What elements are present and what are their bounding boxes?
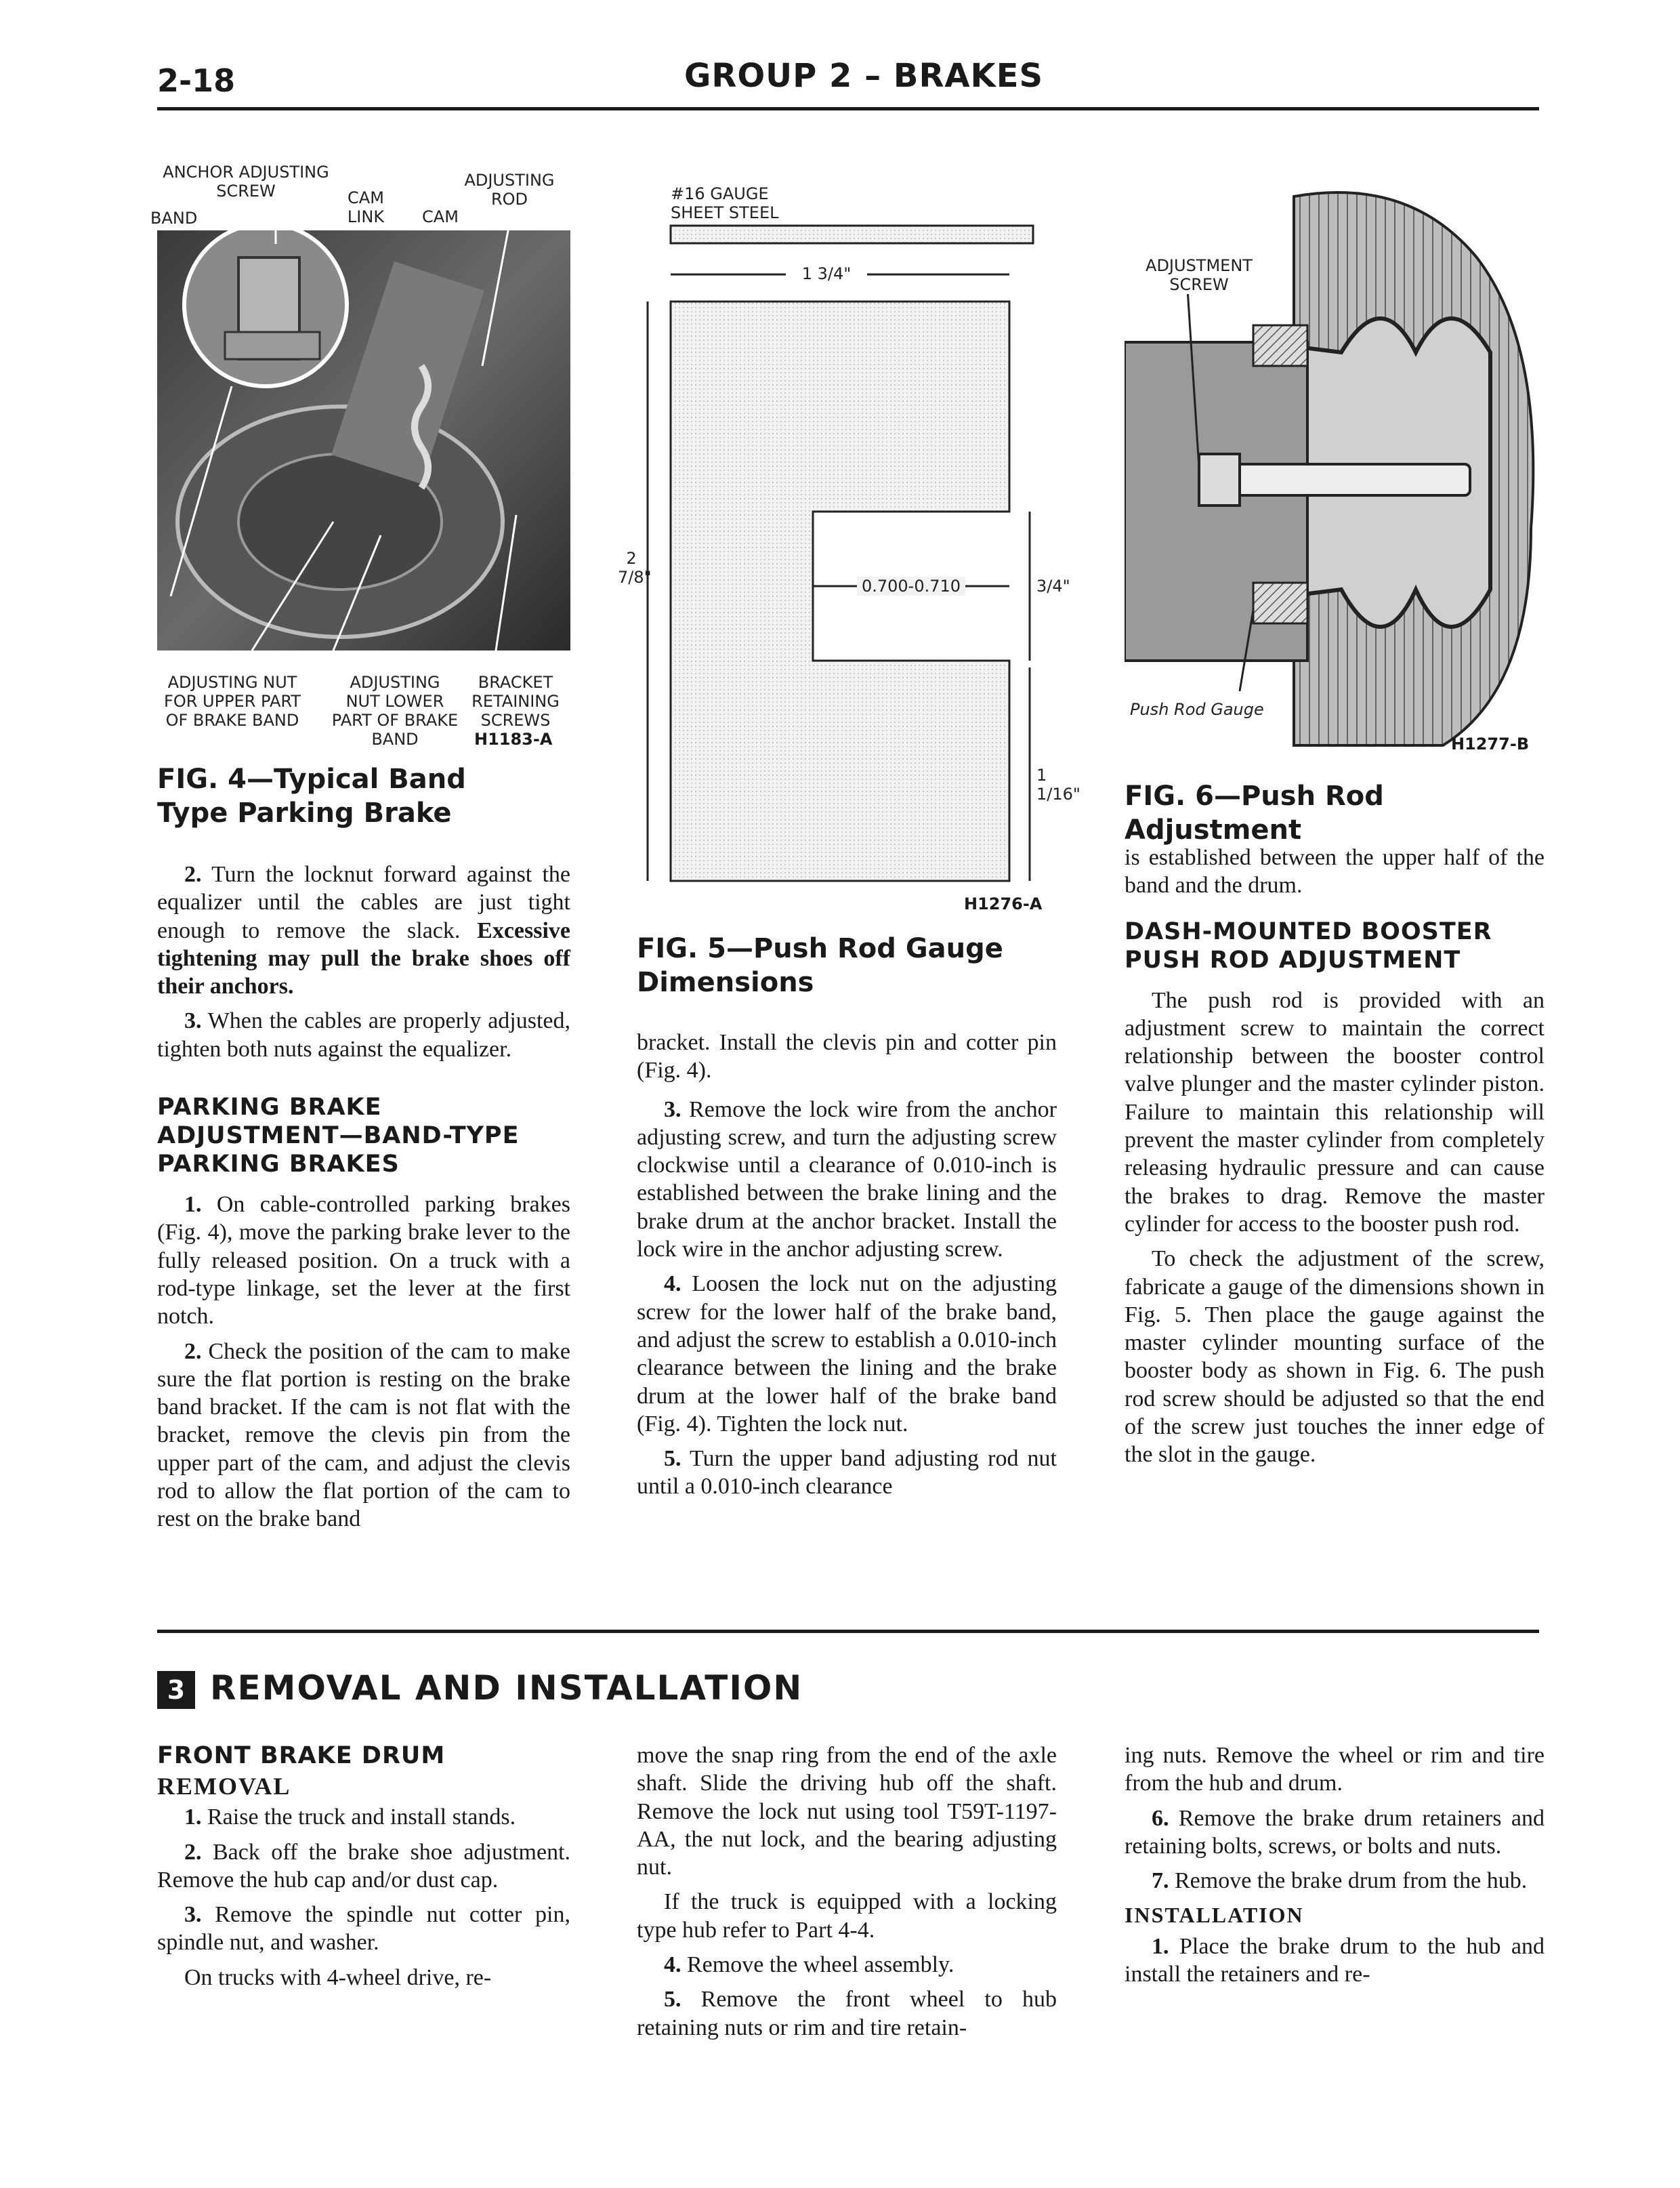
push-rod-paragraph-1: The push rod is provided with an adjustment screw to maintain the correct relationship between the booster control valve plunger and the master cylinder piston. Failure to maintain this relationship will prevent the master cylinder from completely releasing hydraulic pressure and can cause the brakes to drag. Remove the master cylinder for access to the booster push rod. xyxy=(1125,987,1545,1237)
fig5-label-slot-height: 3/4" xyxy=(1036,577,1070,596)
text-column-1 xyxy=(157,861,570,1540)
fig4-figure-id: H1183-A xyxy=(474,730,553,749)
lower-column-1 xyxy=(157,1741,570,1998)
fig5-label-gauge: #16 GAUGE SHEET STEEL xyxy=(671,184,779,222)
subheading-installation: INSTALLATION xyxy=(1125,1903,1304,1928)
fig4-label-adjusting-nut-upper: ADJUSTING NUT FOR UPPER PART OF BRAKE BAND xyxy=(164,673,301,730)
installation-step-1: 1. Place the brake drum to the hub and install the retainers and re- xyxy=(1125,1933,1545,1987)
fig4-label-band: BAND xyxy=(150,209,198,228)
fig4-label-adjusting-rod: ADJUSTING ROD xyxy=(464,171,555,209)
removal-step-2: 2. Back off the brake shoe adjustment. Remove the hub cap and/or dust cap. xyxy=(157,1839,571,1893)
fig5-label-width: 1 3/4" xyxy=(786,264,867,283)
continuation-paragraph: bracket. Install the clevis pin and cotter pin (Fig. 4). xyxy=(637,1030,1057,1083)
fig6-figure-id: H1277-B xyxy=(1451,735,1530,754)
lower-column-3 xyxy=(1125,1741,1545,1995)
fig4-label-bracket-screws: BRACKET RETAINING SCREWS xyxy=(471,673,560,730)
continuation-paragraph: ing nuts. Remove the wheel or rim and tire from the hub and drum. xyxy=(1125,1743,1545,1796)
locking-hub-note: If the truck is equipped with a locking type hub refer to Part 4-4. xyxy=(637,1889,1057,1943)
step-2-warning: Excessive tightening may pull the brake shoes off their anchors. xyxy=(157,917,570,999)
removal-step-1: 1. Raise the truck and install stands. xyxy=(184,1804,516,1830)
subheading-removal: REMOVAL xyxy=(157,1773,291,1800)
removal-step-4: 4. Remove the wheel assembly. xyxy=(664,1952,954,1978)
removal-step-3: 3. Remove the spindle nut cotter pin, spindle nut, and washer. xyxy=(157,1902,570,1956)
heading-front-brake-drum: FRONT BRAKE DRUM xyxy=(157,1742,446,1769)
removal-4wd-note: On trucks with 4-wheel drive, re- xyxy=(184,1964,492,1990)
fig5-caption: FIG. 5—Push Rod Gauge Dimensions xyxy=(637,933,1003,998)
continuation-paragraph: is established between the upper half of the band and the drum. xyxy=(1125,845,1545,899)
text-column-3 xyxy=(1125,844,1545,1476)
band-step-5-paragraph: 5. Turn the upper band adjusting rod nut until a 0.010-inch clearance xyxy=(637,1446,1057,1500)
fig4-label-cam: CAM xyxy=(422,207,459,226)
removal-step-6: 6. Remove the brake drum retainers and retaining bolts, screws, or bolts and nuts. xyxy=(1125,1805,1545,1859)
band-step-3-paragraph: 3. Remove the lock wire from the anchor adjusting screw, and turn the adjusting screw clockwise until a clearance of 0.010-inch is established between the brake lining and the brake drum at the anchor bracket. Install the lock wire in the anchor adjusting screw. xyxy=(637,1096,1057,1262)
header-rule xyxy=(157,107,1539,110)
section-rule xyxy=(157,1630,1539,1633)
section-number-badge: 3 xyxy=(157,1671,195,1709)
push-rod-paragraph-2: To check the adjustment of the screw, fabricate a gauge of the dimensions shown in Fig. 5. Then place the gauge against the master cylinder mounting surface of the booster body as shown in Fig. 6. The push rod screw should be adjusted so that the end of the screw just touches the inner edge of the slot in the gauge. xyxy=(1125,1246,1545,1468)
section-title: REMOVAL AND INSTALLATION xyxy=(210,1668,803,1708)
step-3-paragraph: 3. When the cables are properly adjusted, tighten both nuts against the equalizer. xyxy=(157,1008,570,1062)
page-number: 2-18 xyxy=(157,62,236,99)
fig6-caption: FIG. 6—Push Rod Adjustment xyxy=(1125,781,1384,846)
fig4-label-cam-link: CAM LINK xyxy=(347,188,385,226)
lower-column-2 xyxy=(637,1741,1057,2048)
fig5-figure-id: H1276-A xyxy=(964,894,1043,913)
step-2-paragraph: 2. Turn the locknut forward against the equalizer until the cables are just tight enough to remove the slack. Excessive tightening may pull the brake shoes off their anchors. xyxy=(157,862,570,999)
fig4-caption: FIG. 4—Typical Band Type Parking Brake xyxy=(157,764,466,829)
band-step-1-paragraph: 1. On cable-controlled parking brakes (Fig. 4), move the parking brake lever to the fully released position. On a truck with a rod-type linkage, set the lever at the first notch. xyxy=(157,1192,570,1329)
fig4-parking-brake-photo xyxy=(157,230,570,651)
fig5-label-height: 2 7/8" xyxy=(618,549,652,587)
removal-step-7: 7. Remove the brake drum from the hub. xyxy=(1152,1868,1528,1894)
fig4-label-adjusting-nut-lower: ADJUSTING NUT LOWER PART OF BRAKE BAND xyxy=(331,673,459,749)
page-header-title: GROUP 2 – BRAKES xyxy=(684,57,1044,95)
removal-step-5: 5. Remove the front wheel to hub retaining nuts or rim and tire retain- xyxy=(637,1987,1057,2040)
fig5-push-rod-gauge-drawing xyxy=(637,180,1057,911)
text-column-2 xyxy=(637,1029,1057,1508)
band-step-2-paragraph: 2. Check the position of the cam to make sure the flat portion is resting on the brake band bracket. If the cam is not flat with the bracket, remove the clevis pin from the upper part of the cam, and adjust the clevis rod to allow the flat portion of the cam to rest on the brake band xyxy=(157,1338,571,1532)
fig4-label-anchor-screw: ANCHOR ADJUSTING SCREW xyxy=(163,163,329,201)
section-heading-push-rod: DASH-MOUNTED BOOSTER PUSH ROD ADJUSTMENT xyxy=(1125,917,1492,974)
continuation-paragraph: move the snap ring from the end of the axle shaft. Slide the driving hub off the shaft. Remove the lock nut using tool T59T-1197-AA, the nut lock, and the bearing adjusting nut. xyxy=(637,1743,1057,1880)
fig6-label-adjustment-screw: ADJUSTMENT SCREW xyxy=(1131,256,1267,294)
band-step-4-paragraph: 4. Loosen the lock nut on the adjusting screw for the lower half of the brake band, and adjust the screw to establish a 0.010-inch clearance between the lining and the brake drum at the lower half of the brake band (Fig. 4). Tighten the lock nut. xyxy=(637,1271,1057,1437)
fig6-label-push-rod-gauge: Push Rod Gauge xyxy=(1130,700,1286,719)
fig5-label-bottom: 1 1/16" xyxy=(1036,766,1080,804)
section-heading-band-adjustment: PARKING BRAKE ADJUSTMENT—BAND-TYPE PARKING BRAKES xyxy=(157,1094,520,1178)
fig5-label-slot-depth: 0.700-0.710 xyxy=(857,577,965,596)
